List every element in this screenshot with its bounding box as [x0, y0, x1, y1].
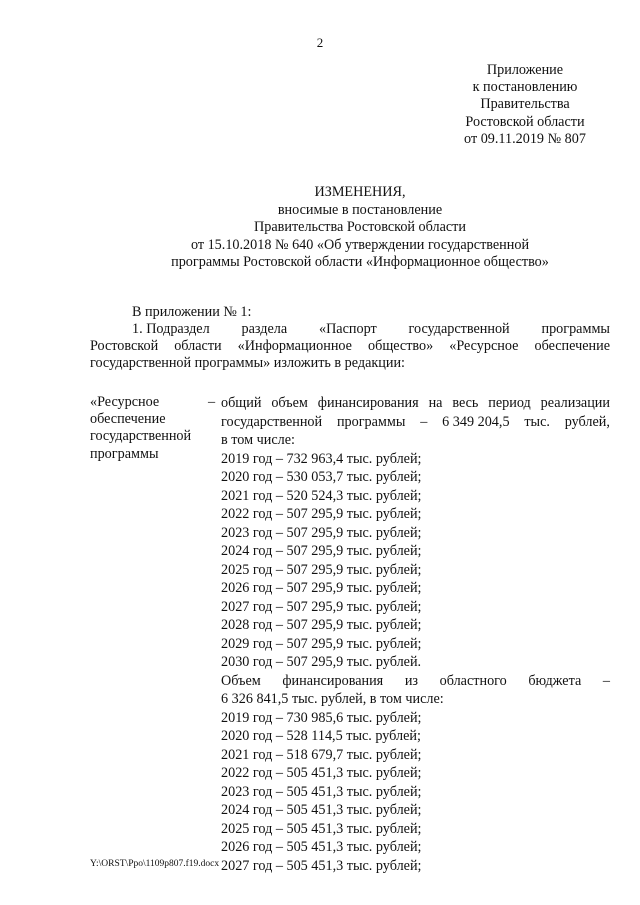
word: – [602, 672, 610, 689]
year-total-line: 2023 год – 507 295,9 тыс. рублей; [221, 524, 422, 541]
word: области [174, 338, 222, 354]
year-total-line: 2028 год – 507 295,9 тыс. рублей; [221, 617, 422, 633]
year-total-line: 2019 год – 732 963,4 тыс. рублей; [221, 450, 422, 467]
title-line: от 15.10.2018 № 640 «Об утверждении государственной [190, 236, 530, 253]
title-line: программы Ростовской области «Информационное общество» [171, 254, 549, 270]
word: объем [271, 395, 308, 411]
word: тыс. [524, 413, 550, 430]
year-regional-line: 2021 год – 518 679,7 тыс. рублей; [221, 746, 422, 763]
word: обеспечение [534, 338, 610, 354]
word: 6 349 204,5 [442, 413, 510, 430]
word: программы [541, 321, 610, 337]
word: общество» [368, 338, 434, 354]
resource-content [221, 394, 610, 875]
intro-paragraph [90, 304, 610, 372]
year-total-line: 2022 год – 507 295,9 тыс. рублей; [221, 506, 422, 522]
title-line: вносимые в постановление [277, 201, 443, 218]
word: областного [439, 672, 507, 689]
label-dash: – [208, 394, 216, 410]
label-line: «Ресурсное [90, 394, 160, 410]
page-number: 2 [316, 35, 324, 50]
intro-line: В приложении № 1: [132, 304, 252, 320]
year-total-line: 2029 год – 507 295,9 тыс. рублей; [221, 635, 422, 652]
intro-justified-line [90, 321, 610, 338]
word: из [404, 672, 419, 689]
year-total-line: 2024 год – 507 295,9 тыс. рублей; [221, 543, 422, 559]
year-total-line: 2025 год – 507 295,9 тыс. рублей; [221, 561, 422, 578]
appendix-line: от 09.11.2019 № 807 [464, 130, 586, 147]
appendix-line: Ростовской области [465, 113, 585, 130]
appendix-header [440, 62, 610, 148]
word: период [488, 395, 531, 411]
title-line: ИЗМЕНЕНИЯ, [314, 184, 406, 200]
word: «Паспорт [318, 321, 377, 337]
year-regional-line: 2019 год – 730 985,6 тыс. рублей; [221, 709, 422, 726]
word: программы [336, 413, 406, 430]
word: Ростовской [90, 338, 159, 354]
word: Объем [221, 672, 261, 689]
word: «Ресурсное [449, 338, 519, 354]
word: «Информационное [237, 338, 352, 354]
intro-line: государственной программы» изложить в редакции: [90, 355, 405, 371]
word: – [420, 413, 428, 430]
year-regional-line: 2026 год – 505 451,3 тыс. рублей; [221, 839, 422, 855]
word: государственной [408, 321, 510, 337]
year-total-line: 2021 год – 520 524,3 тыс. рублей; [221, 487, 422, 504]
word: 1. Подраздел [132, 321, 210, 337]
year-regional-line: 2022 год – 505 451,3 тыс. рублей; [221, 765, 422, 781]
year-total-line: 2030 год – 507 295,9 тыс. рублей. [221, 654, 422, 670]
year-regional-line: 2027 год – 505 451,3 тыс. рублей; [221, 857, 422, 874]
year-regional-line: 2025 год – 505 451,3 тыс. рублей; [221, 820, 422, 837]
word: рублей, [564, 413, 610, 430]
year-regional-line: 2023 год – 505 451,3 тыс. рублей; [221, 783, 422, 800]
footer-file-path: Y:\ORST\Ppo\1109p807.f19.docx [90, 859, 220, 869]
appendix-line: Приложение [486, 62, 564, 78]
intro-justified-line [90, 338, 610, 355]
document-title [90, 184, 630, 272]
word: весь [452, 395, 479, 411]
appendix-line: к постановлению [472, 79, 578, 96]
word: бюджета [528, 672, 582, 689]
total-line [221, 394, 610, 413]
word: государственной [221, 413, 323, 430]
label-line: государственной [90, 428, 192, 445]
resource-label [90, 394, 210, 463]
year-total-line: 2026 год – 507 295,9 тыс. рублей; [221, 580, 422, 596]
total-line [221, 413, 610, 432]
word: на [428, 395, 443, 411]
label-line: программы [90, 445, 159, 462]
year-total-line: 2020 год – 530 053,7 тыс. рублей; [221, 469, 422, 485]
word: реализации [540, 395, 610, 411]
title-line: Правительства Ростовской области [254, 219, 466, 235]
word: финансирования [282, 672, 384, 689]
total-line: в том числе: [221, 432, 295, 448]
word: финансирования [317, 395, 419, 411]
appendix-line: Правительства [480, 96, 570, 113]
year-regional-line: 2020 год – 528 114,5 тыс. рублей; [221, 728, 421, 744]
regional-line [221, 672, 610, 691]
word: раздела [241, 321, 288, 337]
word: общий [221, 395, 262, 411]
label-line: обеспечение [90, 411, 166, 428]
year-total-line: 2027 год – 507 295,9 тыс. рублей; [221, 598, 422, 615]
regional-line: 6 326 841,5 тыс. рублей, в том числе: [221, 691, 444, 707]
year-regional-line: 2024 год – 505 451,3 тыс. рублей; [221, 802, 422, 818]
